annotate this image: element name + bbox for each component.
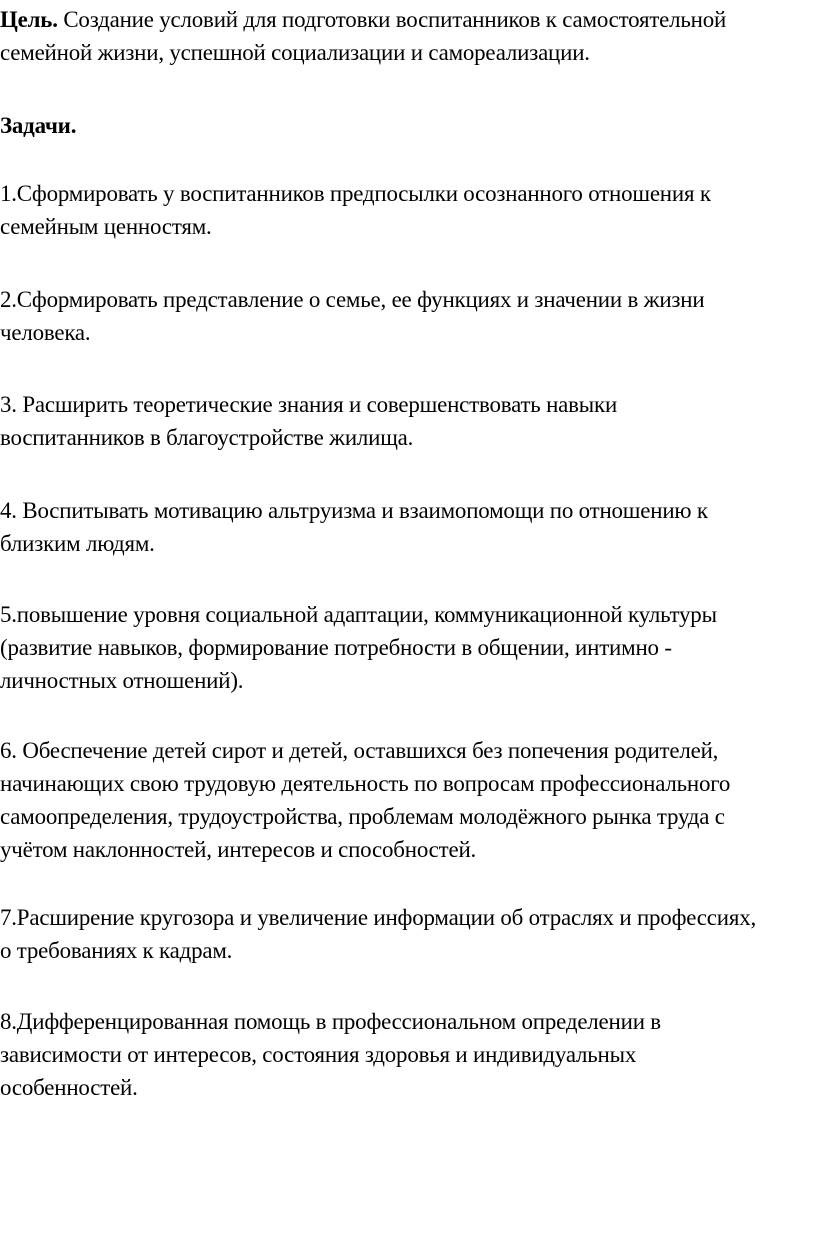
goal-label: Цель. bbox=[0, 7, 58, 32]
task-item-7 bbox=[0, 901, 816, 967]
task-6-line-2: начинающих свою трудовую деятельность по вопросам профессионального bbox=[0, 771, 731, 796]
task-3-line-2: воспитанников в благоустройстве жилища. bbox=[0, 425, 414, 450]
task-8-line-1: 8.Дифференцированная помощь в профессиональном определении в bbox=[0, 1009, 661, 1034]
task-2-line-1: 2.Сформировать представление о семье, ее функциях и значении в жизни bbox=[0, 287, 705, 312]
goal-line-1 bbox=[0, 3, 814, 36]
task-5-line-3: личностных отношений). bbox=[0, 668, 244, 693]
task-item-1 bbox=[0, 177, 816, 243]
goal-text-line-2: семейной жизни, успешной социализации и самореализации. bbox=[0, 40, 590, 65]
task-item-2 bbox=[0, 283, 816, 349]
task-5-line-2: (развитие навыков, формирование потребности в общении, интимно - bbox=[0, 635, 672, 660]
task-5-line-1: 5.повышение уровня социальной адаптации, коммуникационной культуры bbox=[0, 602, 717, 627]
task-3-line-1: 3. Расширить теоретические знания и совершенствовать навыки bbox=[0, 392, 618, 417]
task-4-line-2: близким людям. bbox=[0, 531, 155, 556]
task-item-8 bbox=[0, 1005, 816, 1104]
task-4-line-1: 4. Воспитывать мотивацию альтруизма и взаимопомощи по отношению к bbox=[0, 498, 708, 523]
task-item-4 bbox=[0, 494, 816, 560]
task-item-5 bbox=[0, 598, 816, 697]
task-1-line-2: семейным ценностям. bbox=[0, 214, 212, 239]
task-6-line-3: самоопределения, трудоустройства, проблемам молодёжного рынка труда с bbox=[0, 804, 725, 829]
task-2-line-2: человека. bbox=[0, 320, 91, 345]
task-8-line-3: особенностей. bbox=[0, 1075, 138, 1100]
tasks-heading-paragraph bbox=[0, 109, 816, 142]
goal-text-line-1: Создание условий для подготовки воспитанников к самостоятельной bbox=[63, 7, 727, 32]
tasks-heading: Задачи. bbox=[0, 113, 77, 138]
task-item-3 bbox=[0, 388, 816, 454]
task-1-line-1: 1.Сформировать у воспитанников предпосылки осознанного отношения к bbox=[0, 181, 711, 206]
task-7-line-2: о требованиях к кадрам. bbox=[0, 938, 233, 963]
task-6-line-4: учётом наклонностей, интересов и способностей. bbox=[0, 837, 477, 862]
task-6-line-1: 6. Обеспечение детей сирот и детей, оставшихся без попечения родителей, bbox=[0, 738, 719, 763]
task-7-line-1: 7.Расширение кругозора и увеличение информации об отраслях и профессиях, bbox=[0, 905, 757, 930]
goal-paragraph bbox=[0, 3, 816, 69]
task-8-line-2: зависимости от интересов, состояния здоровья и индивидуальных bbox=[0, 1042, 637, 1067]
task-item-6 bbox=[0, 734, 816, 866]
